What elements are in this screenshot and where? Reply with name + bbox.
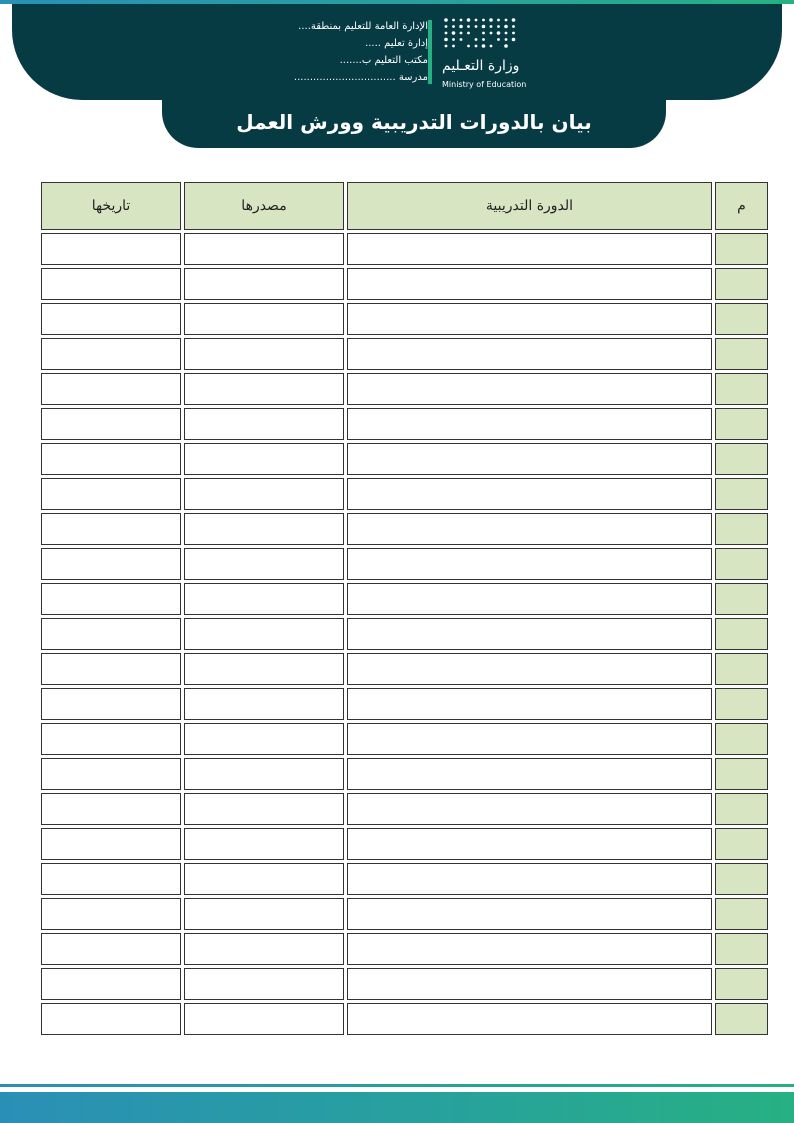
course-cell[interactable] <box>347 618 712 650</box>
logo-dot <box>459 25 463 29</box>
number-cell[interactable] <box>715 443 768 475</box>
course-cell[interactable] <box>347 828 712 860</box>
course-cell[interactable] <box>347 338 712 370</box>
course-cell[interactable] <box>347 268 712 300</box>
logo-dot <box>467 45 470 48</box>
course-cell[interactable] <box>347 653 712 685</box>
source-cell[interactable] <box>184 513 344 545</box>
number-cell[interactable] <box>715 583 768 615</box>
logo-dots-icon <box>442 16 522 56</box>
logo-english-text: Ministry of Education <box>442 80 527 89</box>
course-cell[interactable] <box>347 478 712 510</box>
number-cell[interactable] <box>715 408 768 440</box>
column-header-date: تاريخها <box>41 182 181 230</box>
course-cell[interactable] <box>347 688 712 720</box>
admin-line-school: مدرسة ................................ <box>293 72 428 83</box>
number-cell[interactable] <box>715 968 768 1000</box>
date-cell[interactable] <box>41 1003 181 1035</box>
source-cell[interactable] <box>184 968 344 1000</box>
number-cell[interactable] <box>715 233 768 265</box>
logo-dot <box>475 38 478 41</box>
number-cell[interactable] <box>715 373 768 405</box>
logo-dot <box>512 32 515 35</box>
course-cell[interactable] <box>347 583 712 615</box>
logo-dot <box>475 19 478 22</box>
course-cell[interactable] <box>347 548 712 580</box>
column-header-source: مصدرها <box>184 182 344 230</box>
source-cell[interactable] <box>184 898 344 930</box>
logo-dot <box>452 38 455 41</box>
source-cell[interactable] <box>184 793 344 825</box>
table-row <box>41 478 768 510</box>
date-cell[interactable] <box>41 723 181 755</box>
date-cell[interactable] <box>41 338 181 370</box>
number-cell[interactable] <box>715 268 768 300</box>
logo-dot <box>505 19 508 22</box>
table-row <box>41 338 768 370</box>
course-cell[interactable] <box>347 513 712 545</box>
table-row <box>41 968 768 1000</box>
logo-dot <box>445 32 448 35</box>
table-row <box>41 933 768 965</box>
ministry-logo <box>428 14 528 94</box>
date-cell[interactable] <box>41 513 181 545</box>
course-cell[interactable] <box>347 968 712 1000</box>
source-cell[interactable] <box>184 338 344 370</box>
date-cell[interactable] <box>41 933 181 965</box>
date-cell[interactable] <box>41 793 181 825</box>
logo-dot <box>497 38 500 41</box>
number-cell[interactable] <box>715 548 768 580</box>
logo-dot <box>497 25 500 28</box>
date-cell[interactable] <box>41 233 181 265</box>
logo-dot <box>475 45 478 48</box>
page-title: بيان بالدورات التدريبية وورش العمل <box>236 110 592 134</box>
date-cell[interactable] <box>41 408 181 440</box>
bottom-accent-line <box>0 1084 794 1087</box>
column-header-course: الدورة التدريبية <box>347 182 712 230</box>
table-row <box>41 688 768 720</box>
table-row <box>41 548 768 580</box>
number-cell[interactable] <box>715 513 768 545</box>
date-cell[interactable] <box>41 758 181 790</box>
logo-accent-bar <box>428 20 432 84</box>
logo-dot <box>482 25 486 29</box>
table-row <box>41 233 768 265</box>
table-row <box>41 513 768 545</box>
logo-dot <box>445 25 448 28</box>
logo-arabic-text: وزارة التعـليم <box>442 58 520 74</box>
admin-line-directorate: إدارة تعليم ..... <box>365 38 428 49</box>
logo-dot <box>482 38 485 41</box>
logo-dot <box>512 38 516 42</box>
logo-dot <box>460 19 463 22</box>
logo-dot <box>482 19 485 22</box>
logo-dot <box>497 31 501 35</box>
logo-dot <box>452 31 456 35</box>
source-cell[interactable] <box>184 758 344 790</box>
source-cell[interactable] <box>184 933 344 965</box>
source-cell[interactable] <box>184 268 344 300</box>
logo-dot <box>512 25 515 28</box>
date-cell[interactable] <box>41 618 181 650</box>
course-cell[interactable] <box>347 408 712 440</box>
date-cell[interactable] <box>41 268 181 300</box>
table-row <box>41 268 768 300</box>
course-cell[interactable] <box>347 933 712 965</box>
table-body <box>41 233 768 1035</box>
number-cell[interactable] <box>715 688 768 720</box>
logo-dot <box>504 44 508 48</box>
table-row <box>41 863 768 895</box>
logo-dot <box>452 19 455 22</box>
courses-table-wrapper <box>38 179 768 1038</box>
date-cell[interactable] <box>41 478 181 510</box>
number-cell[interactable] <box>715 338 768 370</box>
logo-dot <box>512 18 516 22</box>
course-cell[interactable] <box>347 863 712 895</box>
column-header-number: م <box>715 182 768 230</box>
number-cell[interactable] <box>715 828 768 860</box>
course-cell[interactable] <box>347 1003 712 1035</box>
source-cell[interactable] <box>184 478 344 510</box>
course-cell[interactable] <box>347 793 712 825</box>
number-cell[interactable] <box>715 618 768 650</box>
course-cell[interactable] <box>347 233 712 265</box>
logo-dot <box>497 19 500 22</box>
administration-lines <box>228 18 428 86</box>
logo-dot <box>444 38 448 42</box>
logo-dot <box>490 32 493 35</box>
logo-dot <box>482 44 486 48</box>
course-cell[interactable] <box>347 723 712 755</box>
number-cell[interactable] <box>715 653 768 685</box>
number-cell[interactable] <box>715 723 768 755</box>
date-cell[interactable] <box>41 583 181 615</box>
logo-dot <box>445 45 448 48</box>
logo-dot <box>467 18 471 22</box>
date-cell[interactable] <box>41 828 181 860</box>
logo-dot <box>490 45 493 48</box>
table-row <box>41 1003 768 1035</box>
admin-line-office: مكتب التعليم ب....... <box>339 55 428 66</box>
number-cell[interactable] <box>715 478 768 510</box>
source-cell[interactable] <box>184 583 344 615</box>
source-cell[interactable] <box>184 303 344 335</box>
table-row <box>41 408 768 440</box>
date-cell[interactable] <box>41 968 181 1000</box>
table-row <box>41 303 768 335</box>
bottom-accent-bar <box>0 1092 794 1123</box>
table-row <box>41 828 768 860</box>
table-row <box>41 443 768 475</box>
table-row <box>41 618 768 650</box>
date-cell[interactable] <box>41 653 181 685</box>
source-cell[interactable] <box>184 443 344 475</box>
table-header-row <box>41 182 768 230</box>
table-row <box>41 758 768 790</box>
course-cell[interactable] <box>347 303 712 335</box>
source-cell[interactable] <box>184 723 344 755</box>
source-cell[interactable] <box>184 233 344 265</box>
table-row <box>41 898 768 930</box>
date-cell[interactable] <box>41 373 181 405</box>
logo-dot <box>444 18 448 22</box>
number-cell[interactable] <box>715 863 768 895</box>
date-cell[interactable] <box>41 863 181 895</box>
logo-dot <box>482 32 485 35</box>
table-row <box>41 583 768 615</box>
logo-dot <box>460 32 463 35</box>
logo-dot <box>452 25 455 28</box>
admin-line-region: الإدارة العامة للتعليم بمنطقة.... <box>298 21 428 32</box>
source-cell[interactable] <box>184 863 344 895</box>
table-row <box>41 723 768 755</box>
logo-dot <box>467 25 470 28</box>
course-cell[interactable] <box>347 373 712 405</box>
course-cell[interactable] <box>347 443 712 475</box>
course-cell[interactable] <box>347 758 712 790</box>
table-row <box>41 653 768 685</box>
logo-dot <box>475 25 478 28</box>
date-cell[interactable] <box>41 443 181 475</box>
title-tab <box>162 96 666 148</box>
source-cell[interactable] <box>184 828 344 860</box>
logo-dot <box>452 45 455 48</box>
logo-dot <box>460 38 463 41</box>
number-cell[interactable] <box>715 758 768 790</box>
logo-dot <box>505 32 508 35</box>
course-cell[interactable] <box>347 898 712 930</box>
source-cell[interactable] <box>184 1003 344 1035</box>
number-cell[interactable] <box>715 793 768 825</box>
courses-table <box>38 179 771 1038</box>
source-cell[interactable] <box>184 408 344 440</box>
logo-dot <box>467 32 470 35</box>
date-cell[interactable] <box>41 898 181 930</box>
number-cell[interactable] <box>715 303 768 335</box>
logo-dot <box>490 25 493 28</box>
number-cell[interactable] <box>715 1003 768 1035</box>
source-cell[interactable] <box>184 373 344 405</box>
date-cell[interactable] <box>41 688 181 720</box>
source-cell[interactable] <box>184 688 344 720</box>
logo-dot <box>489 18 493 22</box>
date-cell[interactable] <box>41 303 181 335</box>
number-cell[interactable] <box>715 898 768 930</box>
table-row <box>41 373 768 405</box>
source-cell[interactable] <box>184 653 344 685</box>
number-cell[interactable] <box>715 933 768 965</box>
table-row <box>41 793 768 825</box>
date-cell[interactable] <box>41 548 181 580</box>
logo-dot <box>504 25 508 29</box>
logo-dot <box>505 38 508 41</box>
source-cell[interactable] <box>184 548 344 580</box>
source-cell[interactable] <box>184 618 344 650</box>
